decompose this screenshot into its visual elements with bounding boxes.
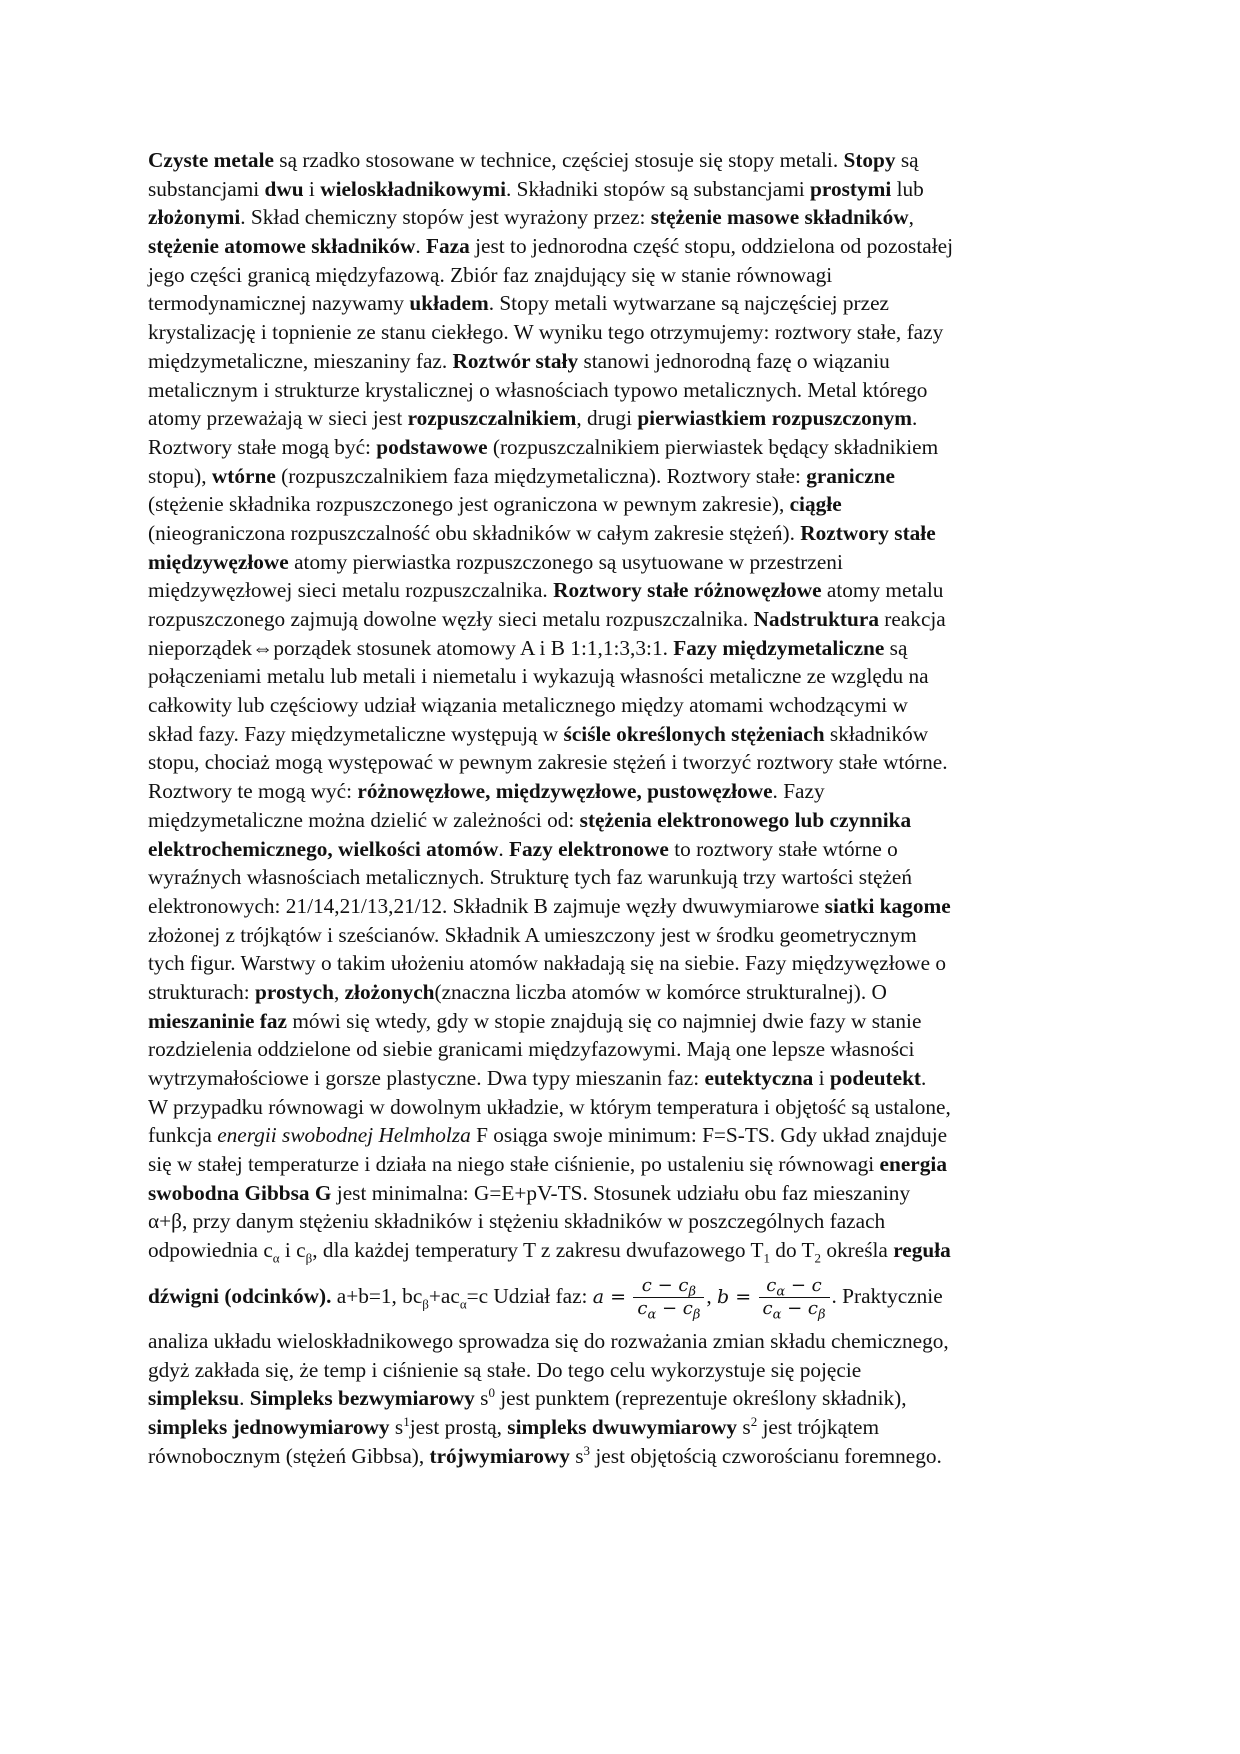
bold-term: simpleks jednowymiarowy: [148, 1414, 390, 1439]
text: gdyż zakłada się, że temp i ciśnienie są stałe. Do tego celu wykorzystuje się pojęcie: [148, 1357, 862, 1382]
bold-term: energia: [879, 1152, 947, 1177]
text: wyraźnych własnościach metalicznych. Strukturę tych faz warunkują trzy wartości stężeń: [148, 865, 913, 890]
text-line: [148, 921, 1098, 950]
text-line: [148, 462, 1098, 491]
text-line: [148, 1007, 1098, 1036]
bold-term: Simpleks bezwymiarowy: [249, 1386, 475, 1411]
text-line: [148, 1093, 1098, 1122]
bold-term: Fazy międzymetaliczne: [673, 635, 885, 660]
text: .: [921, 1066, 927, 1090]
text: . Skład chemiczny stopów jest wyrażony przez:: [240, 205, 651, 230]
text: stanowi jednorodną fazę o wiązaniu: [578, 348, 890, 373]
text: substancjami: [148, 176, 265, 201]
text: i: [813, 1066, 830, 1090]
text: stopu, chociaż mogą występować w pewnym zakresie stężeń i tworzyć roztwory stałe wtórne.: [148, 750, 948, 775]
text: . Praktycznie: [831, 1283, 943, 1308]
bold-term: Faza: [426, 234, 470, 259]
text-line: [148, 548, 1098, 577]
text: . Stopy metali wytwarzane są najczęściej przez: [488, 291, 890, 316]
text: α+β, przy danym stężeniu składników i stężeniu składników w poszczególnych fazach: [148, 1209, 886, 1234]
bold-term: stężenie atomowe składników: [148, 234, 416, 259]
text: odpowiednia c: [148, 1238, 273, 1263]
text: atomy metalu: [821, 578, 944, 603]
bold-term: siatki kagome: [824, 893, 951, 918]
text: równobocznym (stężeń Gibbsa),: [148, 1443, 430, 1468]
paragraph-body-end: [148, 1327, 1098, 1470]
text-line: [148, 1121, 1098, 1150]
text-line: [148, 1413, 1098, 1442]
text: tych figur. Warstwy o takim ułożeniu atomów nakładają się na siebie. Fazy międzywęzłowe o: [148, 951, 947, 976]
text: są: [895, 148, 919, 172]
text-line: [148, 1207, 1098, 1236]
text: c: [762, 1298, 773, 1320]
text: jest minimalna: G=E+pV-TS. Stosunek udziału obu faz mieszaniny: [331, 1180, 911, 1205]
bold-term: podeutekt: [829, 1066, 922, 1090]
text-line: [148, 203, 1098, 232]
bold-term: pierwiastkiem rozpuszczonym: [637, 406, 912, 431]
text: jest to jednorodna część stopu, oddzielona od pozostałej: [469, 234, 953, 259]
text-line: [148, 1064, 1098, 1093]
text: określa: [821, 1238, 894, 1263]
bold-term: Nadstruktura: [753, 607, 879, 631]
text: , dla każdej temperatury T z zakresu dwufazowego T: [312, 1238, 764, 1263]
text: (nieograniczona rozpuszczalność obu składników w całym zakresie stężeń).: [148, 520, 801, 545]
text-line: [148, 1236, 1098, 1265]
text: . Fazy: [772, 779, 825, 804]
bold-term: wtórne: [211, 463, 276, 488]
bold-term: prostymi: [810, 176, 892, 201]
text: s: [389, 1414, 404, 1439]
text: =c Udział faz:: [466, 1283, 593, 1308]
subscript: 2: [814, 1250, 822, 1266]
text: ,: [908, 205, 914, 230]
text: mówi się wtedy, gdy w stopie znajdują się co najmniej dwie fazy w stanie: [287, 1008, 922, 1033]
text-line: [148, 404, 1098, 433]
text: się w stałej temperaturze i działa na niego stałe ciśnienie, po ustaleniu się równowagi: [148, 1152, 880, 1177]
bold-term: złożonymi: [148, 205, 241, 230]
text-line: [148, 978, 1098, 1007]
text: ,: [333, 979, 345, 1004]
text-line: [148, 318, 1098, 347]
text: stopu),: [148, 463, 212, 488]
bold-term: ciągłe: [789, 492, 842, 517]
subscript: 1: [763, 1250, 770, 1266]
bold-term: Czyste metale: [148, 148, 274, 172]
text-line: [148, 289, 1098, 318]
text: rozdzielenia oddzielone od siebie granicami międzyfazowymi. Mają one lepsze własności: [148, 1037, 915, 1062]
text: wytrzymałościowe i gorsze plastyczne. Dwa typy mieszanin faz:: [148, 1066, 705, 1090]
bold-term: simpleksu: [148, 1386, 240, 1411]
text: jego części granicą międzyfazową. Zbiór faz znajdujący się w stanie równowagi: [148, 262, 833, 287]
bold-term: Stopy: [843, 148, 896, 172]
text: do T: [769, 1238, 815, 1263]
text: . Składniki stopów są substancjami: [505, 176, 811, 201]
subscript: β: [305, 1250, 313, 1266]
text: .: [415, 234, 427, 259]
subscript: α: [459, 1296, 467, 1312]
formula-a-var: a =: [592, 1285, 627, 1308]
text: (stężenie składnika rozpuszczonego jest ograniczona w pewnym zakresie),: [148, 492, 790, 517]
bold-term: międzywęzłowe: [148, 549, 289, 574]
text: Roztwory te mogą wyć:: [148, 779, 358, 804]
subscript: α: [776, 1285, 786, 1301]
text: c: [637, 1298, 648, 1320]
superscript: 3: [583, 1442, 591, 1458]
text: i c: [279, 1238, 306, 1263]
bold-term: różnowęzłowe, międzywęzłowe, pustowęzłowe: [357, 779, 773, 804]
text: (rozpuszczalnikiem faza międzymetaliczna). Roztwory stałe:: [275, 463, 807, 488]
text: (rozpuszczalnikiem pierwiastek będący składnikiem: [487, 434, 939, 459]
subscript: β: [817, 1308, 826, 1324]
text: to roztwory stałe wtórne o: [668, 836, 898, 861]
bold-term: Roztwór stały: [452, 348, 579, 373]
bold-term: eutektyczna: [704, 1066, 814, 1090]
text: krystalizację i topnienie ze stanu ciekłego. W wyniku tego otrzymujemy: roztwory stałe, fazy: [148, 320, 944, 345]
text-line: [148, 175, 1098, 204]
text-line: [148, 490, 1098, 519]
text: s: [569, 1443, 584, 1468]
text-line: [148, 949, 1098, 978]
text: .: [239, 1386, 250, 1411]
bold-term: układem: [409, 291, 489, 316]
text: połączeniami metalu lub metali i niemetalu i wykazują własności metaliczne ze względu na: [148, 664, 929, 689]
text: c: [766, 1275, 777, 1297]
text: międzymetaliczne można dzielić w zależności od:: [148, 807, 580, 832]
text: s: [474, 1386, 489, 1411]
text: nieporządek⇔porządek stosunek atomowy A i B 1:1,1:3,3:1.: [148, 635, 674, 660]
bold-term: swobodna Gibbsa G: [148, 1180, 332, 1205]
text: metalicznym i strukturze krystalicznej o własnościach typowo metalicznych. Metal którego: [148, 377, 928, 402]
formula-line: [148, 1265, 1098, 1327]
denominator: [633, 1298, 704, 1324]
bold-term: reguła: [893, 1238, 951, 1263]
bold-term: stężenie masowe składników: [650, 205, 909, 230]
italic-term: energii swobodnej Helmholza: [217, 1123, 471, 1148]
text: międzywęzłowej sieci metalu rozpuszczalnika.: [148, 578, 554, 603]
text: lub: [891, 176, 924, 201]
text-line: [148, 433, 1098, 462]
bold-term: wieloskładnikowymi: [320, 176, 506, 201]
text-line: [148, 1179, 1098, 1208]
paragraph-body: [148, 146, 1098, 1265]
text: są rzadko stosowane w technice, częściej stosuje się stopy metali.: [273, 148, 844, 172]
text: .: [498, 836, 509, 861]
text-line: [148, 1356, 1098, 1385]
subscript: β: [688, 1285, 696, 1301]
text: reakcja: [878, 607, 946, 631]
text: Roztwory stałe mogą być:: [148, 434, 377, 459]
bold-term: złożonych: [344, 979, 435, 1004]
bold-term: Roztwory stałe: [800, 520, 936, 545]
text: atomy przeważają w sieci jest: [148, 406, 408, 431]
text-line: [148, 1327, 1098, 1356]
text: i: [303, 176, 321, 201]
superscript: 0: [488, 1385, 495, 1401]
formula-b-var: b =: [717, 1285, 752, 1308]
text: ,: [706, 1283, 712, 1308]
bold-term: simpleks dwuwymiarowy: [507, 1414, 738, 1439]
text: strukturach:: [148, 979, 256, 1004]
text: .: [911, 406, 918, 431]
text-line: [148, 835, 1098, 864]
text: są: [884, 635, 908, 660]
document-page: [148, 146, 1098, 1470]
text-line: [148, 376, 1098, 405]
text-line: [148, 576, 1098, 605]
text-line: [148, 261, 1098, 290]
bold-term: trójwymiarowy: [429, 1443, 570, 1468]
bold-term: Roztwory stałe różnowęzłowe: [553, 578, 822, 603]
lever-rule-term: dźwigni (odcinków).: [148, 1283, 332, 1308]
text: (znaczna liczba atomów w komórce strukturalnej). O: [434, 979, 887, 1004]
bold-term: stężenia elektronowego lub czynnika: [579, 807, 912, 832]
text: złożonej z trójkątów i sześcianów. Składnik A umieszczony jest w środku geometrycznym: [148, 922, 917, 947]
text-line: [148, 634, 1098, 663]
text: termodynamicznej nazywamy: [148, 291, 410, 316]
text: całkowity lub częściowy udział wiązania metalicznego między atomami wchodzącymi w: [148, 693, 908, 718]
text-line: [148, 863, 1098, 892]
text: jest trójkątem: [757, 1414, 880, 1439]
text: c − c: [641, 1275, 689, 1297]
text: jest punktem (reprezentuje określony składnik),: [494, 1386, 907, 1411]
text-line: [148, 347, 1098, 376]
text-line: [148, 720, 1098, 749]
text: F osiąga swoje minimum: F=S-TS. Gdy układ znajduje: [470, 1123, 948, 1148]
text-line: [148, 1035, 1098, 1064]
text-line: [148, 232, 1098, 261]
text: analiza układu wieloskładnikowego sprowadza się do rozważania zmian składu chemicznego,: [148, 1328, 949, 1353]
text: W przypadku równowagi w dowolnym układzie, w którym temperatura i objętość są ustalone,: [148, 1094, 951, 1119]
text-line: [148, 777, 1098, 806]
subscript: β: [422, 1296, 429, 1312]
text-line: [148, 806, 1098, 835]
bold-term: prostych: [255, 979, 334, 1004]
text: a+b=1, bc: [331, 1283, 423, 1308]
text: atomy pierwiastka rozpuszczonego są usytuowane w przestrzeni: [288, 549, 843, 574]
bold-term: ściśle określonych stężeniach: [563, 721, 825, 746]
text: − c: [656, 1298, 693, 1320]
text: +ac: [428, 1283, 460, 1308]
text-line: [148, 748, 1098, 777]
text-line: [148, 519, 1098, 548]
text: jest objętością czworościanu foremnego.: [590, 1443, 942, 1468]
text: międzymetaliczne, mieszaniny faz.: [148, 348, 453, 373]
bold-term: elektrochemicznego, wielkości atomów: [148, 836, 499, 861]
subscript: α: [647, 1308, 657, 1324]
bold-term: podstawowe: [376, 434, 488, 459]
subscript: α: [772, 1308, 782, 1324]
formula-b-fraction: [759, 1275, 830, 1324]
text: s: [737, 1414, 751, 1439]
text-line: [148, 662, 1098, 691]
subscript: α: [272, 1250, 280, 1266]
text-line: [148, 691, 1098, 720]
text: rozpuszczonego zajmują dowolne węzły sieci metalu rozpuszczalnika.: [148, 607, 754, 631]
bold-term: graniczne: [806, 463, 895, 488]
text: − c: [781, 1298, 818, 1320]
bold-term: dwu: [264, 176, 304, 201]
bold-term: Fazy elektronowe: [508, 836, 669, 861]
text: elektronowych: 21/14,21/13,21/12. Składnik B zajmuje węzły dwuwymiarowe: [148, 893, 825, 918]
denominator: [759, 1298, 830, 1324]
text: skład fazy. Fazy międzymetaliczne występują w: [148, 721, 564, 746]
numerator: [633, 1275, 704, 1301]
superscript: 2: [750, 1413, 758, 1429]
text-line: [148, 892, 1098, 921]
subscript: β: [692, 1308, 701, 1324]
text: , drugi: [576, 406, 638, 431]
formula-a-fraction: [633, 1275, 704, 1324]
text-line: [148, 1384, 1098, 1413]
text: jest prostą,: [409, 1414, 508, 1439]
superscript: 1: [403, 1413, 410, 1429]
text-line: [148, 605, 1098, 634]
numerator: [759, 1275, 830, 1301]
text: − c: [785, 1275, 822, 1297]
text-line: [148, 1442, 1098, 1471]
text-line: [148, 146, 1098, 175]
text-line: [148, 1150, 1098, 1179]
bold-term: mieszaninie faz: [148, 1008, 287, 1033]
text: składników: [824, 721, 929, 746]
bold-term: rozpuszczalnikiem: [407, 406, 577, 431]
text: funkcja: [148, 1123, 218, 1148]
